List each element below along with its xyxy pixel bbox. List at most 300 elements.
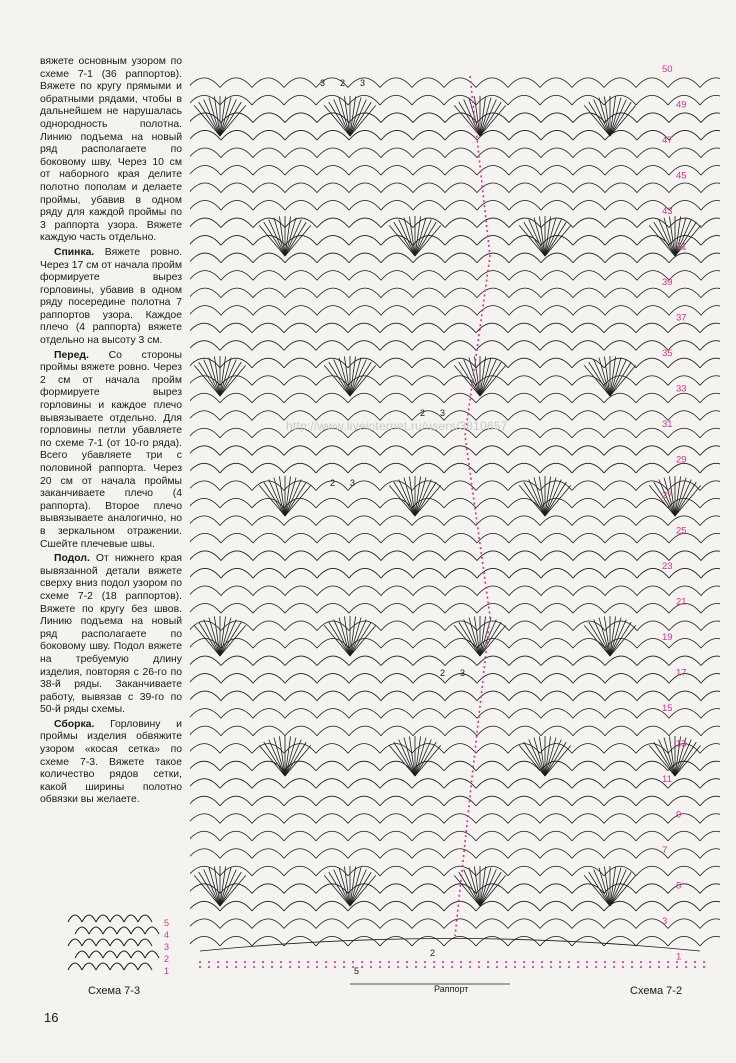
scheme-7-3-caption: Схема 7-3 <box>88 985 141 997</box>
chart-arch <box>380 884 412 894</box>
chart-arch <box>284 796 316 806</box>
chart-arch <box>317 691 349 701</box>
chart-arch <box>316 849 348 859</box>
chart-arch <box>253 306 285 316</box>
chart-arch <box>668 831 700 841</box>
chart-arch <box>669 691 701 701</box>
chart-arch <box>190 165 221 175</box>
chart-arch <box>221 165 253 175</box>
chart-arch <box>380 516 412 526</box>
chart-arch <box>573 218 605 228</box>
chart-arch <box>701 551 720 561</box>
chart-arch <box>413 586 445 596</box>
chart-arch <box>668 814 700 824</box>
chart-arch <box>220 744 252 754</box>
chart-arch <box>604 78 636 88</box>
chart-arch <box>540 831 572 841</box>
chart-arch <box>381 201 413 211</box>
chart-block-mark: 3 <box>460 668 466 678</box>
chart-arch <box>284 323 316 333</box>
chart-arch <box>444 498 476 508</box>
chart-arch <box>253 621 285 631</box>
chart-arch <box>220 481 252 491</box>
chart-arch <box>445 271 477 281</box>
chart-arch <box>285 674 317 684</box>
chart-arch <box>317 183 349 193</box>
chart-arch <box>540 779 572 789</box>
chart-arch <box>637 533 669 543</box>
chart-arch <box>316 393 348 403</box>
chart-arch <box>190 901 220 911</box>
chart-arch <box>317 148 349 158</box>
chart-arch <box>221 218 253 228</box>
chart-arch <box>508 831 540 841</box>
chart-arch <box>284 919 316 929</box>
scheme-7-2-row-number: 17 <box>676 667 687 679</box>
chart-arch <box>316 919 348 929</box>
net-arch <box>138 939 152 946</box>
chart-arch <box>190 481 220 491</box>
chart-arch <box>190 183 221 193</box>
chart-arch <box>220 936 252 946</box>
chart-arch <box>572 814 604 824</box>
chart-arch <box>509 568 541 578</box>
chart-arch <box>541 551 573 561</box>
chart-arch <box>541 656 573 666</box>
chart-arch <box>190 78 220 88</box>
chart-arch <box>380 393 412 403</box>
chart-arch <box>348 761 380 771</box>
chart-arch <box>221 236 253 246</box>
net-arch <box>103 951 117 958</box>
chart-arch <box>605 148 637 158</box>
chart-fan-stitch <box>589 872 610 906</box>
chart-arch <box>604 341 636 351</box>
chart-arch <box>252 884 284 894</box>
chart-arch <box>701 639 720 649</box>
chart-fan-stitch <box>599 868 610 906</box>
chart-arch <box>348 831 380 841</box>
chart-arch <box>221 271 253 281</box>
chart-arch <box>284 376 316 386</box>
chart-arch <box>285 656 317 666</box>
net-arch <box>145 927 159 934</box>
chart-arch <box>316 761 348 771</box>
chart-arch <box>316 463 348 473</box>
chart-arch <box>285 183 317 193</box>
chart-arch <box>605 709 637 719</box>
chart-arch <box>508 884 540 894</box>
chart-arch <box>508 516 540 526</box>
chart-arch <box>349 183 381 193</box>
chart-arch <box>508 866 540 876</box>
scheme-7-2-row-number: 39 <box>662 277 673 288</box>
chart-arch <box>509 656 541 666</box>
chart-fan-stitch <box>664 738 675 776</box>
chart-arch <box>700 78 720 88</box>
net-arch <box>110 963 124 970</box>
chart-arch <box>221 306 253 316</box>
chart-fan-stitch <box>480 358 491 396</box>
chart-arch <box>477 656 509 666</box>
chart-arch <box>604 919 636 929</box>
chart-arch <box>637 656 669 666</box>
chart-arch <box>381 709 413 719</box>
chart-fan-stitch <box>459 622 480 656</box>
chart-arch <box>381 639 413 649</box>
chart-arch <box>700 796 720 806</box>
chart-arch <box>284 341 316 351</box>
chart-fan-stitch <box>285 742 306 776</box>
chart-arch <box>444 814 476 824</box>
chart-fan-stitch <box>350 868 361 906</box>
chart-arch <box>509 148 541 158</box>
chart-arch <box>412 323 444 333</box>
chart-arch <box>508 446 540 456</box>
chart-arch <box>380 761 412 771</box>
chart-arch <box>508 411 540 421</box>
chart-arch <box>349 148 381 158</box>
chart-arch <box>637 586 669 596</box>
chart-arch <box>413 726 445 736</box>
chart-arch <box>604 831 636 841</box>
chart-fan-stitch <box>545 222 566 256</box>
chart-arch <box>701 621 720 631</box>
chart-arch <box>285 726 317 736</box>
chart-arch <box>221 551 253 561</box>
chart-arch <box>252 779 284 789</box>
chart-block-mark: 3 <box>350 478 356 488</box>
chart-fan-stitch <box>654 222 675 256</box>
chart-arch <box>476 796 508 806</box>
page-number: 16 <box>44 1010 59 1025</box>
chart-arch <box>444 831 476 841</box>
chart-arch <box>381 674 413 684</box>
chart-arch <box>412 796 444 806</box>
chart-arch <box>285 568 317 578</box>
chart-fan-stitch <box>480 872 501 906</box>
chart-arch <box>316 779 348 789</box>
chart-arch <box>701 288 720 298</box>
chart-arch <box>508 744 540 754</box>
instructions-column <box>40 56 182 809</box>
chart-arch <box>477 603 509 613</box>
chart-arch <box>700 936 720 946</box>
chart-fan-stitch <box>404 218 415 256</box>
chart-block-mark: 3 <box>320 78 326 88</box>
chart-arch <box>317 709 349 719</box>
chart-arch <box>412 446 444 456</box>
chart-arch <box>348 95 380 105</box>
paragraph-front: Перед. Со стороны проймы вяжете ровно. Через 2 см от начала пройм формируете вырез горловины и каждое плечо вывязываете отдельно. Для горловины петли убавляете по схеме 7-1 (от 10-го ряда). Всего убавляете три с половиной раппорта. Через 20 см от начала проймы заканчиваете плечо (4 раппорта). Второе плечо вывязываете аналогично, но в зеркальном отражении. Сшейте плечевые швы. <box>40 349 182 550</box>
chart-fan-stitch <box>469 618 480 656</box>
chart-arch <box>477 183 509 193</box>
chart-arch <box>190 674 221 684</box>
chart-arch <box>221 586 253 596</box>
chart-arch <box>476 78 508 88</box>
chart-arch <box>381 253 413 263</box>
chart-arch <box>508 78 540 88</box>
scheme-7-2-row-number: 21 <box>676 596 687 608</box>
chart-arch <box>317 568 349 578</box>
chart-arch <box>508 936 540 946</box>
chart-arch <box>445 183 477 193</box>
chart-arch <box>573 201 605 211</box>
chart-arch <box>604 411 636 421</box>
chart-arch <box>508 779 540 789</box>
chart-arch <box>413 709 445 719</box>
chart-arch <box>669 586 701 596</box>
chart-arch <box>413 656 445 666</box>
chart-arch <box>444 744 476 754</box>
chart-fan-stitch <box>610 362 631 396</box>
chart-arch <box>252 463 284 473</box>
chart-arch <box>572 796 604 806</box>
chart-arch <box>252 358 284 368</box>
chart-arch <box>476 936 508 946</box>
chart-arch <box>605 551 637 561</box>
chart-fan-stitch <box>394 742 415 776</box>
chart-arch <box>317 201 349 211</box>
chart-arch <box>573 586 605 596</box>
chart-arch <box>573 288 605 298</box>
chart-arch <box>605 586 637 596</box>
chart-arch <box>572 411 604 421</box>
chart-arch <box>700 358 720 368</box>
chart-arch <box>573 691 605 701</box>
chart-arch <box>285 201 317 211</box>
chart-arch <box>412 744 444 754</box>
chart-arch <box>669 148 701 158</box>
chart-arch <box>508 919 540 929</box>
chart-arch <box>668 919 700 929</box>
chart-arch <box>380 901 412 911</box>
chart-arch <box>508 849 540 859</box>
net-arch <box>145 951 159 958</box>
chart-arch <box>541 639 573 649</box>
chart-arch <box>509 533 541 543</box>
chart-arch <box>413 148 445 158</box>
chart-arch <box>221 533 253 543</box>
chart-arch <box>220 919 252 929</box>
chart-arch <box>190 919 220 929</box>
chart-arch <box>445 691 477 701</box>
chart-arch <box>284 814 316 824</box>
chart-fan-stitch <box>610 622 631 656</box>
chart-arch <box>604 323 636 333</box>
chart-arch <box>701 586 720 596</box>
chart-fan-stitch <box>545 742 566 776</box>
chart-arch <box>349 709 381 719</box>
chart-arch <box>668 78 700 88</box>
chart-arch <box>380 849 412 859</box>
chart-arch <box>445 656 477 666</box>
chart-fan-stitch <box>654 742 675 776</box>
chart-arch <box>668 779 700 789</box>
chart-arch <box>349 674 381 684</box>
chart-fan-stitch <box>220 358 231 396</box>
chart-arch <box>700 866 720 876</box>
chart-arch <box>700 884 720 894</box>
chart-arch <box>413 603 445 613</box>
chart-arch <box>669 183 701 193</box>
chart-block-mark: 2 <box>430 948 436 958</box>
chart-fan-stitch <box>545 482 566 516</box>
chart-arch <box>221 201 253 211</box>
chart-arch <box>284 901 316 911</box>
chart-arch <box>541 165 573 175</box>
scheme-7-2-row-number: 27 <box>662 490 673 501</box>
chart-arch <box>445 148 477 158</box>
chart-arch <box>412 884 444 894</box>
chart-arch <box>348 463 380 473</box>
chart-block-mark: 2 <box>420 408 426 418</box>
chart-arch <box>190 323 220 333</box>
chart-arch <box>190 568 221 578</box>
chart-arch <box>381 148 413 158</box>
net-arch <box>124 915 138 922</box>
chart-fan-stitch <box>404 738 415 776</box>
chart-fan-stitch <box>274 738 285 776</box>
chart-arch <box>540 866 572 876</box>
rapport-bottom-number: 5 <box>354 966 360 976</box>
chart-arch <box>413 691 445 701</box>
chart-block-mark: 3 <box>360 78 366 88</box>
chart-arch <box>477 218 509 228</box>
chart-arch <box>701 148 720 158</box>
chart-arch <box>221 148 253 158</box>
chart-arch <box>190 498 220 508</box>
chart-arch <box>221 656 253 666</box>
chart-arch <box>445 201 477 211</box>
chart-arch <box>508 761 540 771</box>
chart-arch <box>380 814 412 824</box>
chart-arch <box>508 901 540 911</box>
chart-arch <box>636 78 668 88</box>
chart-arch <box>220 78 252 88</box>
chart-arch <box>444 516 476 526</box>
scheme-7-3-row-number: 2 <box>164 954 170 964</box>
chart-arch <box>637 148 669 158</box>
chart-arch <box>349 253 381 263</box>
chart-arch <box>445 533 477 543</box>
chart-arch <box>284 95 316 105</box>
chart-fan-stitch <box>534 478 545 516</box>
chart-fan-stitch <box>675 482 696 516</box>
chart-arch <box>380 866 412 876</box>
chart-arch <box>190 393 220 403</box>
chart-fan-stitch <box>209 358 220 396</box>
chart-arch <box>381 621 413 631</box>
chart-arch <box>445 130 477 140</box>
chart-arch <box>700 341 720 351</box>
chart-arch <box>316 796 348 806</box>
chart-arch <box>317 218 349 228</box>
chart-arch <box>509 271 541 281</box>
chart-arch <box>316 901 348 911</box>
chart-arch <box>253 726 285 736</box>
chart-arch <box>701 165 720 175</box>
chart-block-mark: 2 <box>440 668 446 678</box>
chart-arch <box>381 551 413 561</box>
chart-arch <box>637 691 669 701</box>
chart-arch <box>252 376 284 386</box>
chart-arch <box>540 463 572 473</box>
chart-arch <box>349 533 381 543</box>
chart-arch <box>348 796 380 806</box>
scheme-7-3-diagram <box>64 910 184 980</box>
chart-arch <box>701 253 720 263</box>
chart-arch <box>572 446 604 456</box>
chart-arch <box>477 621 509 631</box>
chart-arch <box>476 761 508 771</box>
chart-arch <box>509 201 541 211</box>
chart-arch <box>604 446 636 456</box>
chart-arch <box>381 218 413 228</box>
chart-arch <box>509 726 541 736</box>
chart-arch <box>253 183 285 193</box>
chart-arch <box>668 393 700 403</box>
chart-arch <box>381 306 413 316</box>
chart-arch <box>668 341 700 351</box>
chart-arch <box>220 428 252 438</box>
chart-arch <box>220 516 252 526</box>
chart-arch <box>190 516 220 526</box>
chart-arch <box>348 849 380 859</box>
chart-arch <box>190 936 220 946</box>
chart-arch <box>317 253 349 263</box>
chart-arch <box>190 201 221 211</box>
chart-arch <box>605 691 637 701</box>
chart-arch <box>253 709 285 719</box>
scheme-7-3-row-number: 1 <box>164 966 170 976</box>
net-arch <box>89 927 103 934</box>
chart-arch <box>413 165 445 175</box>
chart-arch <box>221 726 253 736</box>
chart-arch <box>220 761 252 771</box>
chart-arch <box>605 603 637 613</box>
chart-arch <box>573 568 605 578</box>
chart-arch <box>380 341 412 351</box>
chart-arch <box>701 709 720 719</box>
chart-fan-stitch <box>545 478 556 516</box>
chart-arch <box>476 919 508 929</box>
chart-arch <box>604 516 636 526</box>
scheme-7-2-row-number: 50 <box>662 64 673 75</box>
chart-arch <box>348 936 380 946</box>
chart-arch <box>220 779 252 789</box>
chart-fan-stitch <box>350 362 371 396</box>
chart-arch <box>477 709 509 719</box>
chart-arch <box>700 901 720 911</box>
chart-arch <box>253 253 285 263</box>
chart-fan-stitch <box>220 872 241 906</box>
chart-arch <box>349 726 381 736</box>
chart-arch <box>316 516 348 526</box>
chart-fan-stitch <box>209 868 220 906</box>
chart-arch <box>605 306 637 316</box>
chart-arch <box>285 551 317 561</box>
net-arch <box>75 927 89 934</box>
chart-arch <box>700 919 720 929</box>
chart-arch <box>701 656 720 666</box>
net-arch <box>110 915 124 922</box>
chart-arch <box>317 288 349 298</box>
chart-arch <box>541 218 573 228</box>
chart-arch <box>221 288 253 298</box>
chart-arch <box>190 113 221 123</box>
chart-arch <box>253 113 285 123</box>
